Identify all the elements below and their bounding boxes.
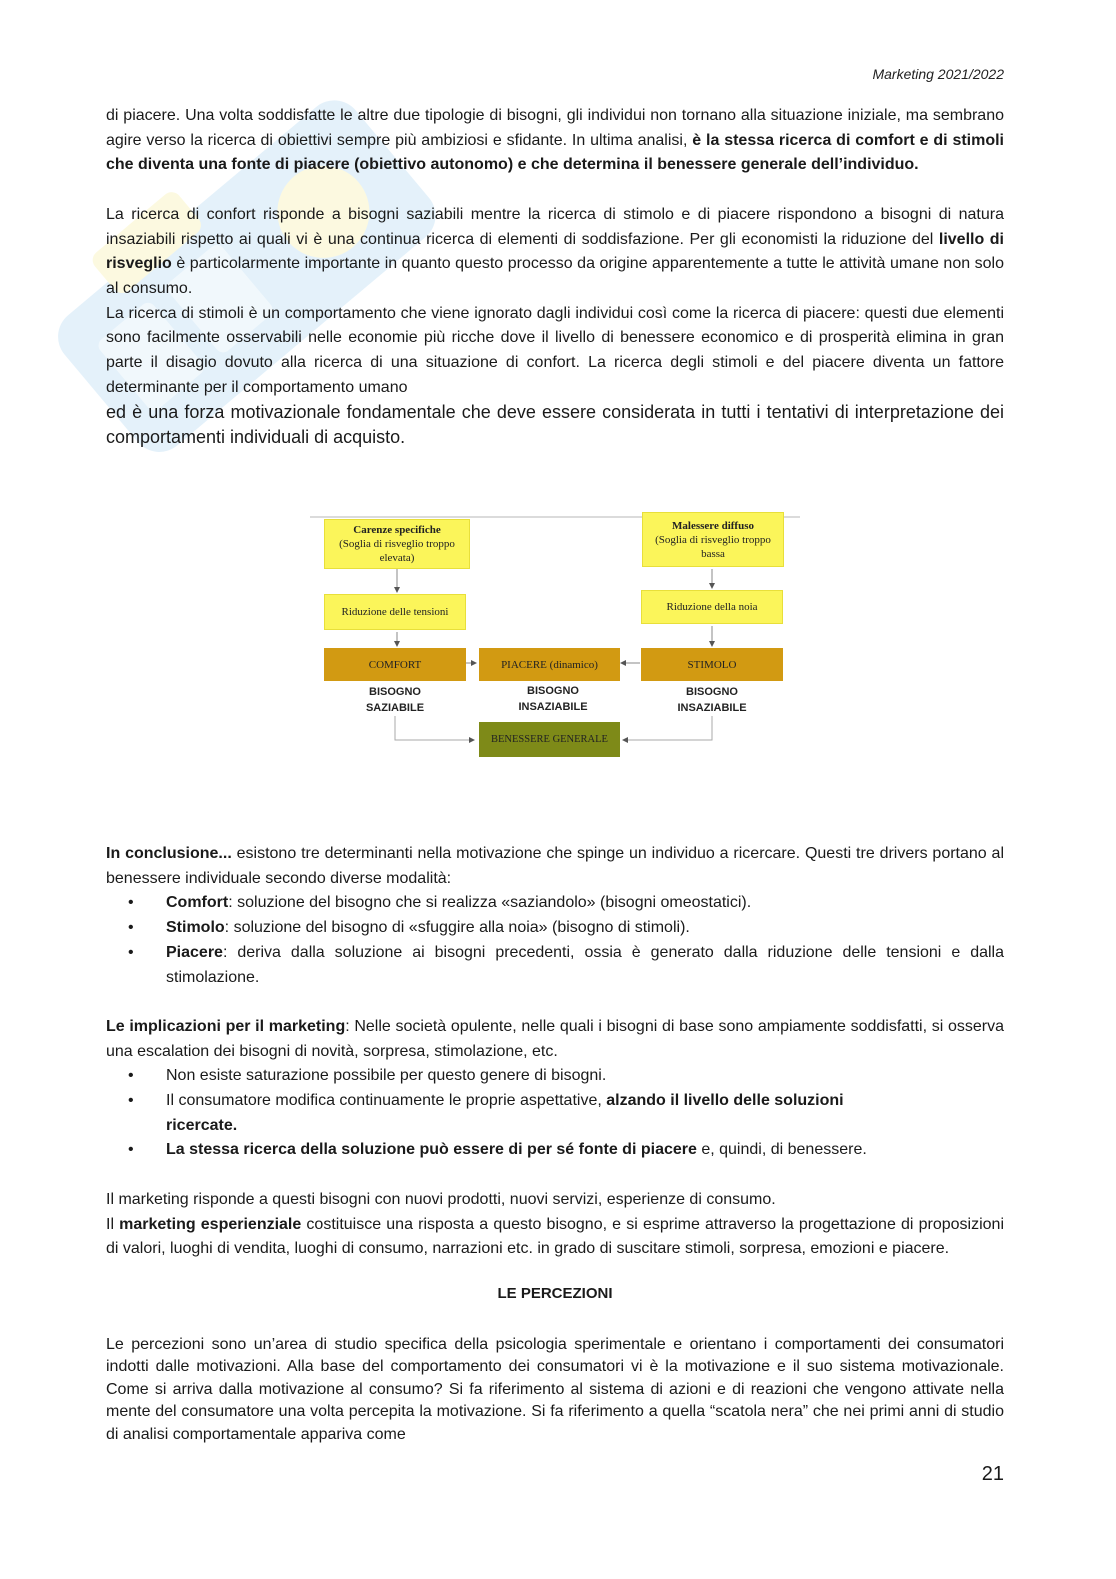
box-riduzione-noia: Riduzione della noia: [641, 590, 783, 624]
page-number: 21: [981, 1463, 1004, 1485]
paragraph-implicazioni: Le implicazioni per il marketing: Nelle società opulente, nelle quali i bisogni di base sono ampiamente soddisfatti, si osserva una escalation dei bisogni di novità, sorpresa, stimolazione, etc.: [106, 1017, 1004, 1060]
paragraph-confort: La ricerca di confort risponde a bisogni saziabili mentre la ricerca di stimolo e di piacere rispondono a bisogni di natura insaziabili rispetto ai quali vi è una continua ricerca di elementi di soddisfazione. Per gli economisti la riduzione del livello di risveglio è particolarmente importante in quanto questo processo da origine apparentemente a tutte le attività umane non solo al consumo.: [106, 205, 1005, 297]
paragraph-stimoli: La ricerca di stimoli è un comportamento che viene ignorato dagli individui così come la ricerca di piacere: questi due elementi sono facilmente osservabili nelle economie più ricche dove il livello di benessere economico e di prosperità elimina in gran parte il disagio dovuto alla ricerca di una situazione di confort. La ricerca degli stimoli e del piacere diventa un fattore determinante per il comportamento umano: [106, 304, 1004, 396]
label-bisogno-insaziabile-center: BISOGNO INSAZIABILE: [518, 685, 588, 713]
top-text-block: [106, 104, 1004, 449]
paragraph-conclusione: In conclusione... esistono tre determinanti nella motivazione che spinge un individuo a ricercare. Questi tre drivers portano al benessere individuale secondo diverse modalità:: [106, 845, 1004, 887]
section-title-percezioni: LE PERCEZIONI: [497, 1284, 613, 1302]
list-item: • La stessa ricerca della soluzione può essere di per sé fonte di piacere e, quindi, di benessere.: [106, 1138, 1004, 1163]
implicazioni-list: [106, 1064, 1004, 1163]
motivation-diagram: [310, 512, 800, 762]
box-benessere-generale: BENESSERE GENERALE: [479, 722, 620, 757]
list-item: • Piacere: deriva dalla soluzione ai bisogni precedenti, ossia è generato dalla riduzione delle tensioni e dalla stimolazione.: [106, 941, 1004, 990]
box-stimolo: STIMOLO: [641, 648, 783, 681]
box-piacere: PIACERE (dinamico): [479, 648, 620, 681]
paragraph-forza-motivazionale: ed è una forza motivazionale fondamentale che deve essere considerata in tutti i tentativi di interpretazione dei comportamenti individuali di acquisto.: [106, 402, 1004, 447]
paragraph-marketing-esperienziale: Il marketing esperienziale costituisce una risposta a questo bisogno, e si esprime attraverso la progettazione di proposizioni di valori, luoghi di vendita, luoghi di consumo, narrazioni etc. in grado di suscitare stimoli, sorpresa, emozioni e piacere.: [106, 1215, 1004, 1258]
list-item: • Il consumatore modifica continuamente le proprie aspettative, alzando il livello delle soluzioni ricercate.: [106, 1089, 1004, 1138]
label-bisogno-insaziabile-right: BISOGNO INSAZIABILE: [677, 686, 747, 714]
box-riduzione-tensioni: Riduzione delle tensioni: [324, 594, 466, 630]
list-item: • Comfort: soluzione del bisogno che si realizza «saziandolo» (bisogni omeostatici).: [106, 891, 1004, 916]
paragraph-percezioni: Le percezioni sono un’area di studio specifica della psicologia sperimentale e orientano i comportamenti dei consumatori indotti dalle motivazioni. Alla base del comportamento dei consumatori vi è la motivazione e il suo sistema motivazionale. Come si arriva dalla motivazione al consumo? Si fa riferimento al sistema di azioni e di reazioni che vengono attivate nella mente del consumatore una volta percepita la motivazione. Si fa riferimento a quella “scatola nera” che nei primi anni di studio di analisi comportamentale appariva come: [106, 1335, 1004, 1443]
page-header: Marketing 2021/2022: [872, 66, 1004, 82]
box-comfort: COMFORT: [324, 648, 466, 681]
paragraph-piacere: di piacere. Una volta soddisfatte le altre due tipologie di bisogni, gli individui non tornano alla situazione iniziale, ma sembrano agire verso la ricerca di obiettivi sempre più ambiziosi e sfidante. In ultima analisi, è la stessa ricerca di comfort e di stimoli che diventa una fonte di piacere (obiettivo autonomo) e che determina il benessere generale dell’individuo.: [106, 107, 1005, 174]
box-carenze-specifiche: Carenze specifiche (Soglia di risveglio troppo elevata): [324, 519, 470, 569]
drivers-list: [106, 891, 1004, 990]
list-item: • Non esiste saturazione possibile per questo genere di bisogni.: [106, 1064, 1004, 1089]
label-bisogno-saziabile: BISOGNO SAZIABILE: [365, 686, 425, 714]
bottom-text-block: [106, 842, 1004, 1446]
box-malessere-diffuso: Malessere diffuso (Soglia di risveglio troppo bassa: [642, 512, 784, 567]
paragraph-marketing-risponde: Il marketing risponde a questi bisogni con nuovi prodotti, nuovi servizi, esperienze di consumo.: [106, 1190, 776, 1208]
list-item: • Stimolo: soluzione del bisogno di «sfuggire alla noia» (bisogno di stimoli).: [106, 916, 1004, 941]
